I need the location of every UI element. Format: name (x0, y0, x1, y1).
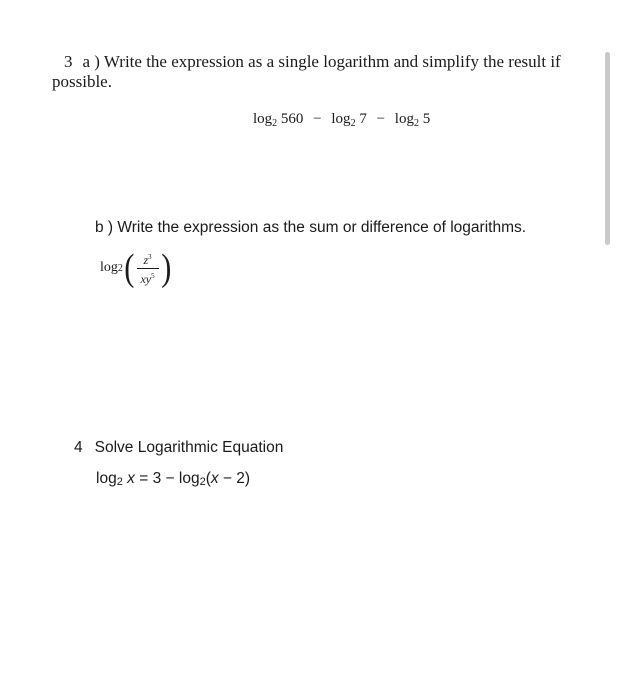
scrollbar-thumb[interactable] (605, 52, 610, 245)
left-paren: ( (124, 247, 135, 289)
term-3: 5 (422, 111, 431, 127)
term-2: 7 (359, 111, 367, 127)
right-paren: ) (160, 247, 171, 289)
question-3b-prompt: b ) Write the expression as the sum or difference of logarithms. (95, 219, 527, 236)
log-expression-3a: $\log_2 560 - \log_2 7 - \log_2 5$ (253, 111, 431, 129)
numerator: $z^3$ (143, 252, 152, 267)
log-equation-4: log2 x = 3 − log2(x − 2) (96, 470, 251, 488)
prompt-text: Write the expression as a single logarithm and simplify the result if possible. (52, 52, 561, 91)
fraction (137, 251, 159, 286)
log-expression-3b: log 2 ( $\frac{z^3}{xy^5}$ ) (100, 247, 171, 289)
question-number: 4 (74, 439, 83, 456)
question-4-title (74, 439, 283, 457)
title-text: Solve Logarithmic Equation (94, 439, 284, 456)
question-3a-prompt (52, 52, 572, 92)
term-1: 560 (280, 111, 304, 127)
minus-operator: − (376, 111, 386, 127)
minus-operator: − (313, 111, 322, 127)
denominator: $xy^5$ (140, 271, 155, 286)
fraction-bar (137, 268, 159, 269)
part-label: a ) (82, 52, 100, 71)
question-number: 3 (64, 52, 73, 71)
